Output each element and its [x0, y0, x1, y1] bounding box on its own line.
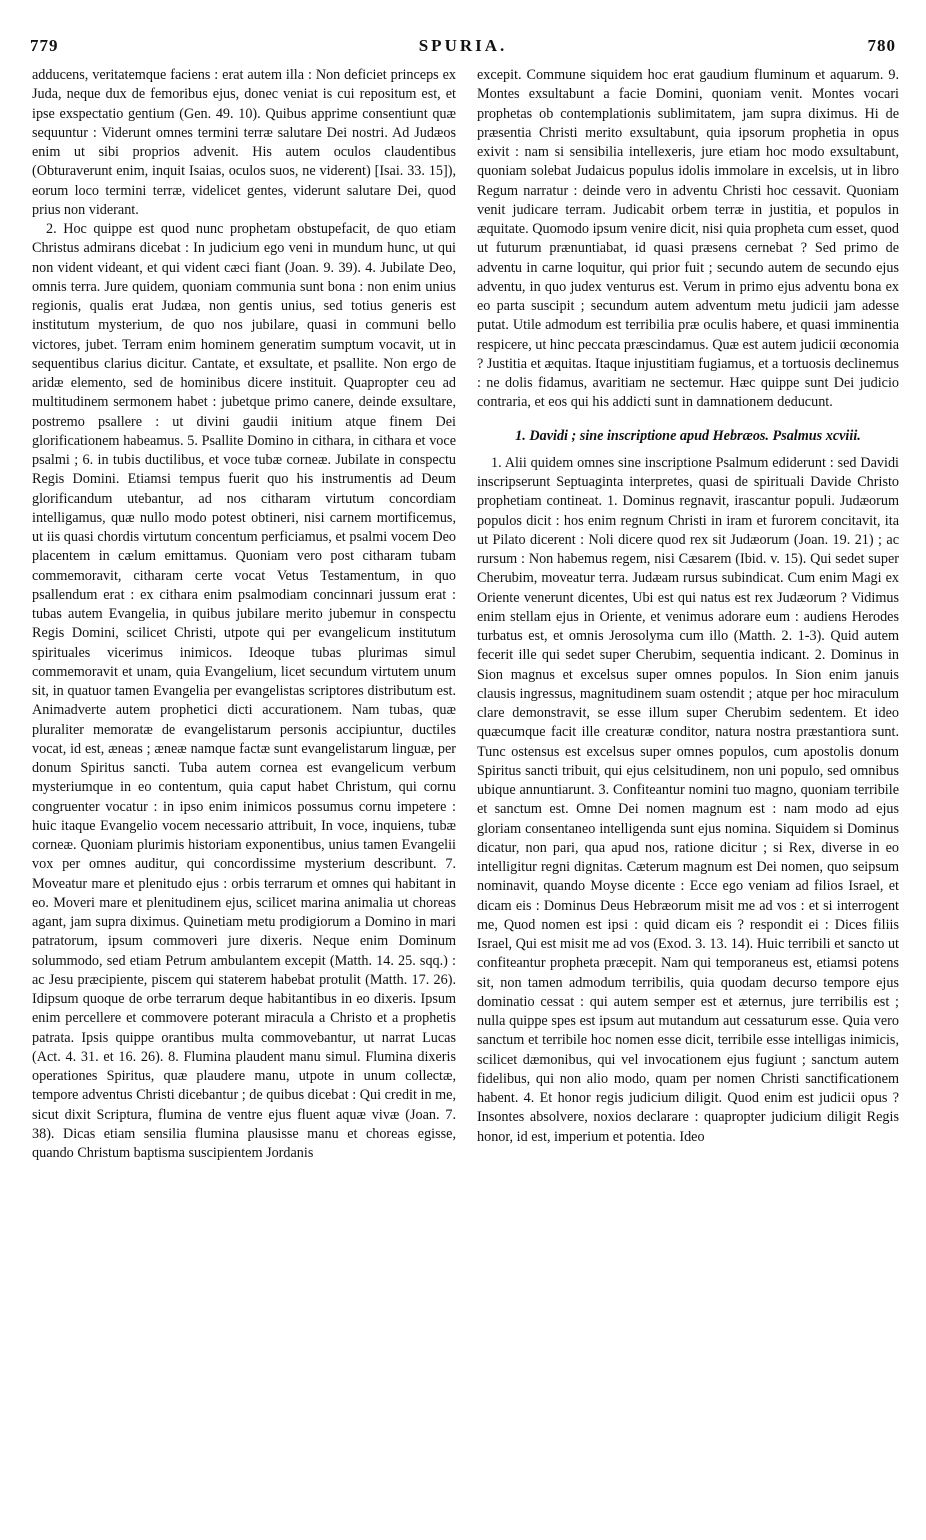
- running-title: SPURIA.: [418, 36, 508, 55]
- page-header: [30, 36, 896, 62]
- left-column: [32, 66, 456, 1536]
- right-page-number: 780: [867, 36, 896, 55]
- psalm-heading: 1. Davidi ; sine inscriptione apud Hebræos. Psalmus xcviii.: [515, 427, 861, 444]
- right-column: [477, 66, 899, 1536]
- left-page-number: 779: [30, 36, 59, 55]
- paragraph: 2. Hoc quippe est quod nunc prophetam obstupefacit, de quo etiam Christus admirans dicebat : In judicium ego veni in mundum hunc, ut qui non vident videant, et qui vident cæci fiant (Joan. 9. 39). 4. Jubilate Deo, omnis terra. Jure quidem, quoniam communia sunt bona : non enim unius regionis, qualis erat Judæa, non gentis unius, sed totius generis est institutum mysterium, de quo nos jubilare, quasi in communi bello victores, jubet. Terram enim hominem generatim sumptum vocavit, ut in sequentibus clarius dicitur. Cantate, et exsultate, et psallite. Non ergo de aridæ elemento, sed de hominibus dicere instituit. Quapropter ceu ad multitudinem sermonem habet : jubetque primo canere, deinde exsultare, postremo psallere : ut divini gaudii initium atque finem Dei glorificationem habeamus. 5. Psallite Domino in cithara, in cithara et voce psalmi ; 6. in tubis ductilibus, et voce tubæ corneæ. Jubilate in conspectu Regis Domini. Etiamsi tempus fuerit quo his instrumentis ad Deum glorificandum utebantur, ad nos citharam virtutum concordiam intelligamus, quæ nullo modo potest obtineri, nisi carnem mortificemus, ut iis quasi chordis virtutum concentum perficiamus, et psalmi vocem Deo placentem in cælum emittamus. Quoniam vero post citharam tubam commemoravit, citharam certe vocat Vetus Testamentum, in quo psallendum erat : ex cithara enim psalmodiam concinnari jussum erat : tubas autem Evangelia, in quibus jubilare merito jubemur in conspectu Regis Domini, scilicet Christi, utpote qui per evangelicum institutum spirituales vicerimus inimicos. Ideoque tubas plurimas simul commemoravit et unam, quia Evangelium, licet secundum virtutem unum sit, in quatuor tamen Evangelia per evangelistas scriptores distributum est. Animadverte autem prophetici dicti accurationem. Nam tubas, quæ pluraliter memoratæ de evangelistarum personis accipiuntur, ductiles vocat, id est, æneas ; æneæ namque factæ sunt evangelistarum linguæ, per donum Spiritus sancti. Tuba autem cornea est evangelicum verbum mysteriumque in eo contentum, quia caput habet Christum, qui cornu congruenter vocatur : in ipso enim inimicos possumus cornu impetere : huic itaque Evangelio vocem necessario attribuit, In voce, inquiens, tubæ corneæ. Quoniam plurimis historiam exponentibus, unius tamen Evangelii vox per omnes auditur, qui concordissime mysterium describunt. 7. Moveatur mare et plenitudo ejus : orbis terrarum et omnes qui habitant in eo. Moveri mare et plenitudinem ejus, scilicet marina animalia ut choreas agant, jam supra diximus. Quinetiam metu prodigiorum a Domino in mari patratorum, ipsum commoveri jure dixeris. Neque enim Dominum solummodo, sed etiam Petrum ambulantem excepit (Matth. 14. 25. sqq.) : ac Jesu præcipiente, piscem qui staterem habebat protulit (Matth. 17. 26). Idipsum quoque de orbe terrarum deque habitantibus in eo dixeris. Ipsum enim percellere et commovere poterant miracula a Christo et a prophetis patrata. Ipsis quippe orantibus multa commovebantur, ut narrat Lucas (Act. 4. 31. et 16. 26). 8. Flumina plaudent manu simul. Flumina dixeris operationes Spiritus, quæ plaudere manu, utpote in unum collectæ, tempore adventus Christi dicebantur ; de quibus dicebat : Qui credit in me, sicut dixit Scriptura, flumina de ventre ejus fluent aquæ vivæ (Joan. 7. 38). Dicas etiam sensilia flumina plausisse manu et choreas egisse, quando Christum baptisma suscipientem Jordanis: [32, 221, 456, 1161]
- paragraph: excepit. Commune siquidem hoc erat gaudium fluminum et aquarum. 9. Montes exsultabunt a facie Domini, quoniam venit. Montes vocari prophetas ob contemplationis sublimitatem, jam supra diximus. Hi de præsentia Christi merito exsultabunt, quia ipsorum prophetia in opus exivit : nam si sensibilia intellexeris, jure etiam hoc modo exsultabunt, quoniam solebat Judaicus populus idolis immolare in excelsis, ut in libro Regum narratur : deinde vero in adventu Christi hoc cessavit. Quoniam venit judicare terram. Judicabit orbem terræ in justitia, et populos in æquitate. Quomodo ipsum venire dicit, nisi quia propheta cum esset, quod ut futurum prænuntiabat, id quasi præsens cernebat ? Sed primo de adventu in carne loquitur, qui prior fuit ; secundo autem de secundo ejus adventu, in quo judex venturus est. Verum in primo ejus adventu bona ex eo parta suscipit ; secundum autem adventum metu judicii jam adesse putat. Utile admodum est terribilia præ oculis habere, et quasi imminentia respicere, ut hinc peccata præscindamus. Quæ est autem judicii œconomia ? Justitia et æquitas. Itaque injustitiam fugiamus, et a tortuosis declinemus : ne dolis fidamus, avaritiam ne sectemur. Hæc quippe sunt Dei judicio contraria, et eos qui his addicti sunt in damnationem deducunt.: [477, 67, 899, 411]
- paragraph: adducens, veritatemque faciens : erat autem illa : Non deficiet princeps ex Juda, neque dux de femoribus ejus, donec veniat is cui repositum est, et ipse exspectatio gentium (Gen. 49. 10). Quibus apprime consentiunt quæ sequuntur : Viderunt omnes termini terræ salutare Dei nostri. Ad Judæos enim ut sibi proprios advenit. His autem oculos claudentibus (Obturaverunt enim, inquit Isaias, oculos suos, ne viderent) [Isai. 33. 15]), eorum loco termini terræ, videlicet gentes, viderunt salutare Dei, quod prius non viderant.: [32, 67, 456, 218]
- paragraph: 1. Alii quidem omnes sine inscriptione Psalmum ediderunt : sed Davidi inscripserunt Septuaginta interpretes, quasi de spirituali Davide Christo prophetiam contineat. 1. Dominus regnavit, irascantur populi. Judæorum populos dicit : hos enim regnum Christi in iram et furorem concitavit, ita ut Pilato dicerent : Noli dicere quod rex sit Judæorum (Joan. 19. 21) ; ac rursum : Non habemus regem, nisi Cæsarem (Ibid. v. 15). Qui sedet super Cherubim, moveatur terra. Judæam rursus subindicat. Cum enim Magi ex Oriente venerunt dicentes, Ubi est qui natus est rex Judæorum ? Vidimus enim stellam ejus in Oriente, et venimus adorare eum : audiens Herodes turbatus est, et omnis Jerosolyma cum illo (Matth. 2. 1-3). Quid autem fecerit ille qui sedet super Cherubim, sequentia indicant. 2. Dominus in Sion magnus et excelsus super omnes populos. In Sion enim januis clausis ingressus, magnitudinem suam ostendit ; atque per hoc miraculum clare demonstravit, se esse illum super Cherubim sedentem. Et ideo quæcumque facit ille creaturæ conditor, natura nostra præstantiora sunt. Tunc ostensus est excelsus super omnes populos, cum apostolis donum Spiritus sancti tribuit, qui ejus celsitudinem, non uni populo, sed omnibus ubique annuntiarunt. 3. Confiteantur nomini tuo magno, quoniam terribile et sanctum est. Omne Dei nomen magnum est : nam modo ad ejus gloriam consentaneo intelligenda sunt ejus nomina. Siquidem si Dominus dicatur, non pari, qua apud nos, ratione dicitur ; si Rex, diverse in eo intelligitur regni dignitas. Cæterum magnum est Dei nomen, quo seipsum nominavit, quando Moyse dicente : Ecce ego veniam ad filios Israel, et dicam eis : Dominus Deus Hebræorum misit me ad vos : et si interrogent me, Quod nomen est ipsi : quid dicam eis ? respondit ei : Dices filiis Israel, Qui est misit me ad vos (Exod. 3. 13. 14). Huic terribili et sancto ut confiteantur propheta præcepit. Nam qui temporaneus est, etiamsi potens sit, non tamen admodum terribilis, quia quodam decurso tempore ejus dominatio cessat : qui autem semper est et æternus, jure terribilis est ; nulla quippe spes est ipsum aut mutandum aut cessaturum esse. Quia vero sanctum et terribile hoc nomen esse dicit, terribile esse intelligas inimicis, scilicet dæmonibus, qui vel invocationem ejus fugiunt ; sanctum autem fidelibus, qui non alio modo, quam per nomen Christi sanctificationem habent. 4. Et honor regis judicium diligit. Quod enim est judicii opus ? Insontes absolvere, noxios declarare : quapropter judicium diligit Regis honor, id est, imperium et potentia. Ideo: [477, 454, 899, 1145]
